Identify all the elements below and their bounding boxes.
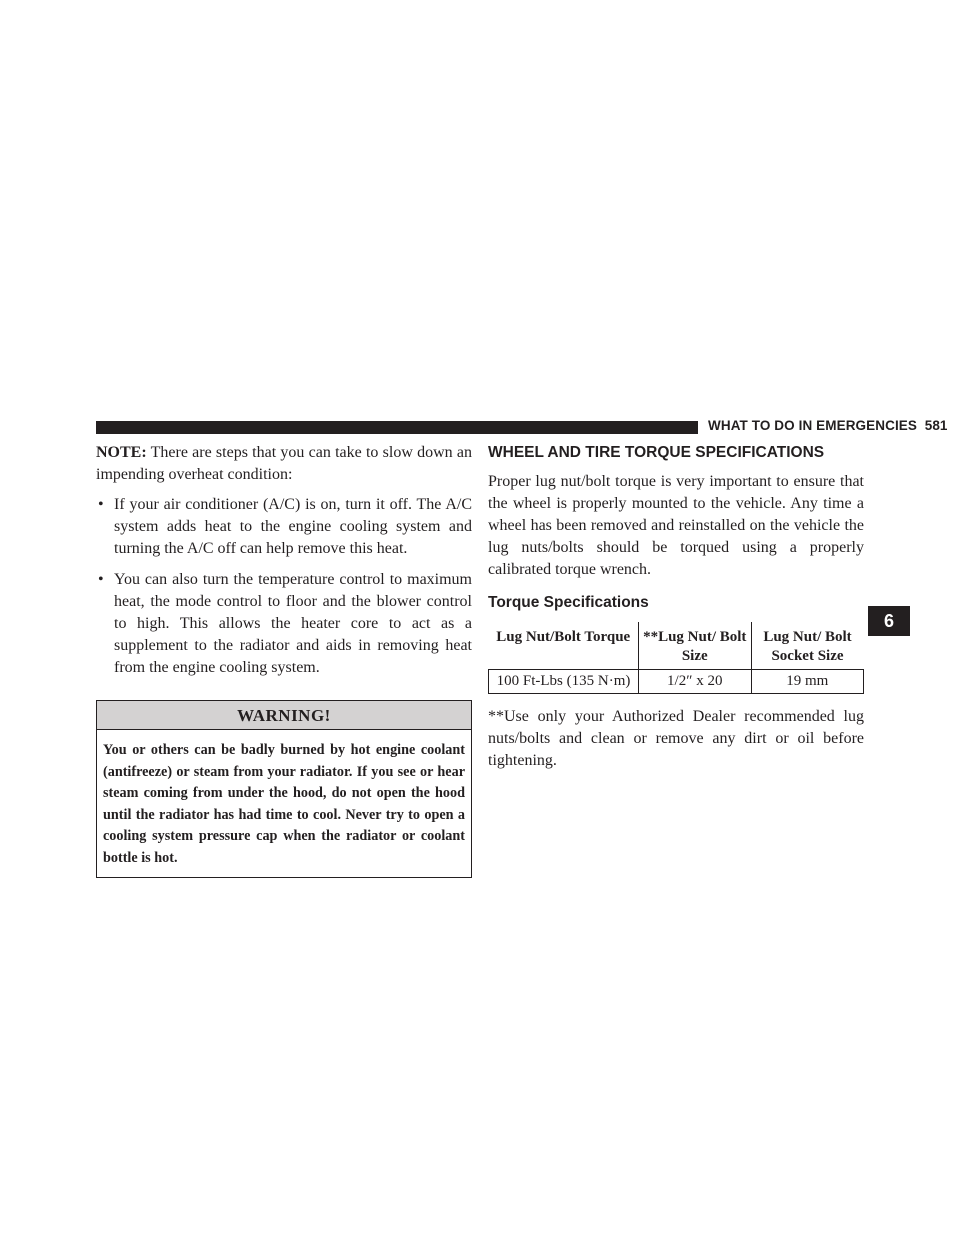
table-row — [489, 670, 864, 694]
footnote: **Use only your Authorized Dealer recommended lug nuts/bolts and clean or remove any dirt or oil before tightening. — [488, 708, 864, 769]
header-page-number: 581 — [924, 418, 948, 433]
table-header-cell: Lug Nut/ Bolt Socket Size — [751, 622, 864, 670]
section-heading: WHEEL AND TIRE TORQUE SPECIFICATIONS — [488, 444, 825, 461]
table-cell: 19 mm — [751, 670, 864, 694]
table-header-cell: Lug Nut/Bolt Torque — [489, 622, 639, 670]
table-header-row — [489, 622, 864, 670]
header-section-title: WHAT TO DO IN EMERGENCIES — [708, 418, 918, 433]
list-item — [96, 569, 472, 679]
list-item-text: If your air conditioner (A/C) is on, turn it off. The A/C system adds heat to the engine cooling system and turning the A/C off can help remove this heat. — [114, 496, 472, 557]
header-rule — [96, 421, 698, 434]
note-text: There are steps that you can take to slow down an impending overheat condition: — [96, 444, 472, 483]
note-paragraph — [96, 442, 472, 486]
right-column — [488, 442, 864, 772]
warning-box — [96, 700, 472, 878]
table-cell: 100 Ft-Lbs (135 N·m) — [489, 670, 639, 694]
running-header — [708, 418, 948, 433]
torque-table — [488, 622, 864, 694]
table-cell: 1/2″ x 20 — [639, 670, 752, 694]
torque-paragraph: Proper lug nut/bolt torque is very important to ensure that the wheel is properly mounted to the vehicle. Any time a wheel has been removed and reinstalled on the vehicle the lug nuts/bolts should be torqued using a properly calibrated torque wrench. — [488, 473, 864, 578]
warning-title: WARNING! — [97, 701, 471, 730]
note-label: NOTE: — [96, 444, 147, 461]
bullet-icon: • — [98, 571, 104, 588]
list-item-text: You can also turn the temperature control to maximum heat, the mode control to floor and the blower control to high. This allows the heater core to act as a supplement to the radiator and aids in removing heat from the engine cooling system. — [114, 571, 472, 676]
left-column — [96, 442, 472, 878]
bullet-list — [96, 494, 472, 679]
table-header-cell: **Lug Nut/ Bolt Size — [639, 622, 752, 670]
warning-text: You or others can be badly burned by hot engine coolant (antifreeze) or steam from your radiator. If you see or hear steam coming from under the hood, do not open the hood until the radiator has had time to cool. Never try to open a cooling system pressure cap when the radiator or coolant bottle is hot. — [103, 742, 465, 866]
list-item — [96, 494, 472, 560]
chapter-tab: 6 — [868, 606, 910, 636]
sub-heading: Torque Specifications — [488, 594, 649, 611]
bullet-icon: • — [98, 496, 104, 513]
